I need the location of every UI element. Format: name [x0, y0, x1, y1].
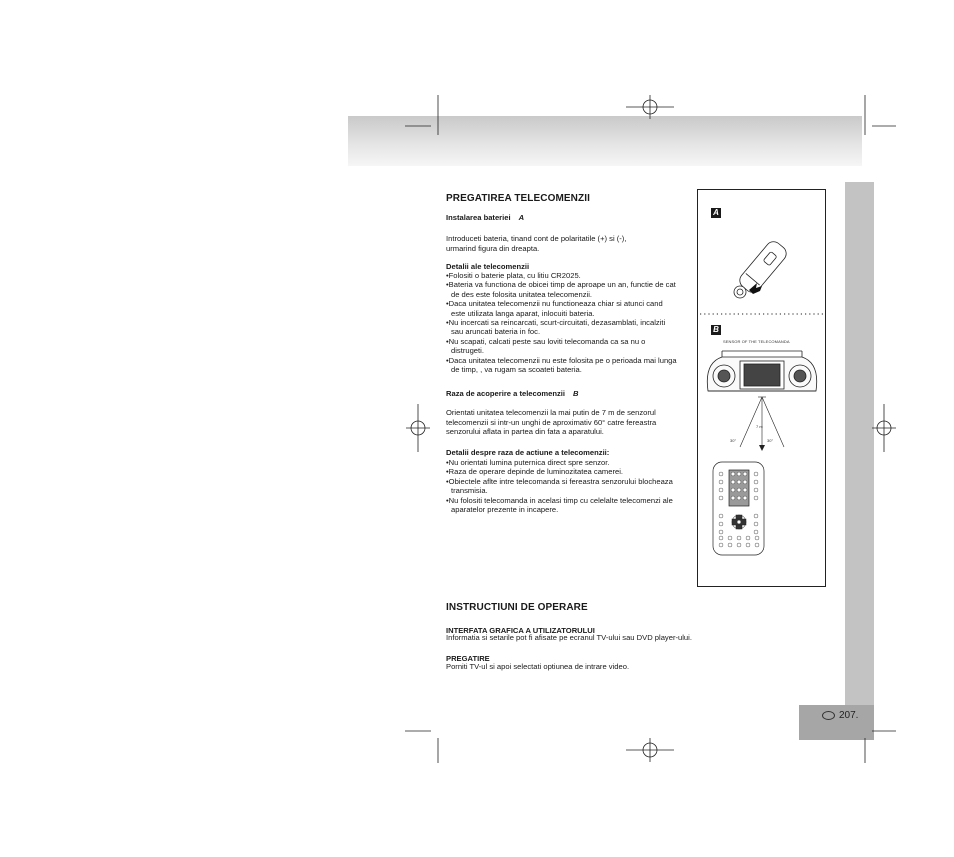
gui-text: Informatia si setarile pot fi afisate pe ecranul TV-ului sau DVD player-ului.: [446, 633, 692, 642]
list-item: • Folositi o baterie plata, cu litiu CR2025.: [446, 271, 678, 280]
list-item: • Daca unitatea telecomenzii nu functioneaza chiar si atunci cand este utilizata langa aparat, inlocuiti bateria.: [446, 299, 678, 318]
list-item: • Raza de operare depinde de luminozitatea camerei.: [446, 467, 678, 476]
page-number-text: 207.: [839, 710, 859, 721]
remote-button-drawing: [754, 496, 758, 500]
battery-insert-illustration: [722, 235, 812, 310]
list-item: • Nu orientati lumina puternica direct spre senzor.: [446, 458, 678, 467]
battery-install-line: urmarind figura din dreapta.: [446, 243, 540, 253]
remote-button-drawing: [743, 488, 747, 492]
remote-button-drawing: [754, 522, 758, 526]
figure-label-b: B: [711, 325, 721, 335]
sensor-caption: SENSOR OF THE TELECOMANDA: [723, 339, 790, 344]
remote-back-drawing: [737, 238, 790, 295]
distance-label: 7 m: [756, 424, 763, 429]
figure-ref-a: A: [518, 213, 525, 222]
gui-heading: INTERFATA GRAFICA A UTILIZATORULUI: [446, 626, 595, 635]
list-item: • Obiectele aflte intre telecomanda si fereastra senzorului blocheaza transmisia.: [446, 477, 678, 496]
angle-label-right: 30°: [767, 438, 774, 443]
list-item: • Nu scapati, calcati peste sau loviti telecomanda ca sa nu o distrugeti.: [446, 337, 678, 356]
remote-button-drawing: [754, 514, 758, 518]
remote-button-drawing: [737, 488, 741, 492]
remote-button-drawing: [719, 530, 723, 534]
remote-button-drawing: [728, 543, 732, 547]
remote-button-drawing: [737, 543, 741, 547]
remote-button-drawing: [755, 543, 759, 547]
battery-install-heading: [446, 213, 524, 222]
remote-button-drawing: [743, 496, 747, 500]
remote-button-drawing: [743, 472, 747, 476]
prep-text: Porniti TV-ul si apoi selectati optiunea de intrare video.: [446, 662, 630, 671]
remote-button-drawing: [746, 536, 750, 540]
boombox-illustration: [702, 343, 822, 398]
list-item: • Bateria va functiona de obicei timp de aproape un an, functie de cat de des este folosita unitatea telecomenzii.: [446, 280, 678, 299]
remote-control-illustration: [711, 460, 766, 558]
list-item: • Nu incercati sa reincarcati, scurt-circuitati, dezasamblati, incalziti sau aruncati bateria in foc.: [446, 318, 678, 337]
range-details-heading: Detalii despre raza de actiune a telecomenzii:: [446, 448, 610, 457]
remote-button-drawing: [754, 530, 758, 534]
section-title-remote-prep: PREGATIREA TELECOMENZII: [446, 193, 590, 204]
figure-divider: [698, 312, 825, 316]
remote-button-drawing: [719, 543, 723, 547]
remote-button-drawing: [728, 536, 732, 540]
range-line: Orientati unitatea telecomenzii la mai putin de 7 m de senzorul: [446, 408, 656, 417]
remote-button-drawing: [746, 543, 750, 547]
range-line: senzorului aflata in partea din fata a aparatului.: [446, 427, 604, 437]
range-text: [446, 408, 696, 437]
list-item: • Daca unitatea telecomenzii nu este folosita pe o perioada mai lunga de timp, , va rugam sa scoateti bateria.: [446, 356, 678, 375]
remote-button-drawing: [731, 488, 735, 492]
remote-button-drawing: [719, 480, 723, 484]
list-item: • Nu folositi telecomanda in acelasi timp cu celelalte telecomenzi ale aparatelor prezente in incapere.: [446, 496, 678, 515]
remote-button-drawing: [731, 496, 735, 500]
battery-install-line: Introduceti bateria, tinand cont de polaritatile (+) si (-),: [446, 234, 627, 243]
range-details-list: [446, 458, 678, 514]
remote-button-drawing: [719, 472, 723, 476]
remote-button-drawing: [719, 522, 723, 526]
remote-button-drawing: [737, 536, 741, 540]
battery-install-heading-text: Instalarea bateriei: [446, 213, 511, 222]
remote-button-drawing: [754, 472, 758, 476]
range-line: telecomenzii si intr-un unghi de aproximativ 60° catre fereastra: [446, 417, 657, 427]
remote-button-drawing: [731, 472, 735, 476]
remote-button-drawing: [719, 488, 723, 492]
remote-button-drawing: [737, 472, 741, 476]
angle-label-left: 30°: [730, 438, 737, 443]
remote-button-drawing: [719, 496, 723, 500]
prep-heading: PREGATIRE: [446, 654, 490, 663]
remote-button-drawing: [737, 480, 741, 484]
figure-label-a: A: [711, 208, 721, 218]
remote-button-drawing: [719, 536, 723, 540]
remote-details-heading: Detalii ale telecomenzii: [446, 262, 530, 271]
remote-button-drawing: [731, 480, 735, 484]
remote-button-drawing: [737, 496, 741, 500]
remote-button-drawing: [754, 480, 758, 484]
range-heading: [446, 389, 579, 398]
remote-button-drawing: [754, 488, 758, 492]
range-heading-text: Raza de acoperire a telecomenzii: [446, 389, 566, 398]
section-title-operation: INSTRUCTIUNI DE OPERARE: [446, 602, 588, 613]
figure-ref-b: B: [573, 389, 579, 398]
remote-details-list: [446, 271, 678, 374]
remote-button-drawing: [755, 536, 759, 540]
battery-install-text: [446, 234, 696, 253]
remote-button-drawing: [719, 514, 723, 518]
remote-button-drawing: [743, 480, 747, 484]
